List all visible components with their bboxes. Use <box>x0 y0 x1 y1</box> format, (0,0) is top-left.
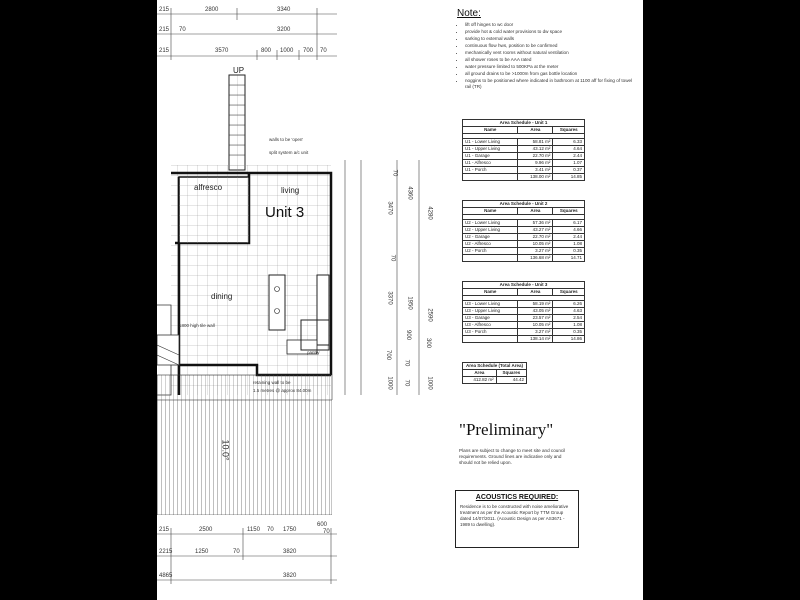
dim-label: 4360 <box>406 186 413 200</box>
cell: 6.26 <box>553 301 585 308</box>
cell: 22.70 m² <box>518 234 553 241</box>
table-row <box>463 241 585 248</box>
cell: 138.00 m² <box>518 174 553 181</box>
dim-label: 1150 <box>247 527 260 533</box>
table-row <box>463 167 585 174</box>
schedule-header: Area <box>463 370 497 377</box>
dim-label: 2590 <box>426 308 433 322</box>
table-row <box>463 248 585 255</box>
dim-label: 215 <box>159 7 170 13</box>
dim-label: 300 <box>425 337 432 349</box>
schedule-header: Squares <box>496 370 526 377</box>
schedule-title: Area Schedule - Unit 1 <box>463 120 585 127</box>
dim-label: 1000 <box>426 376 433 390</box>
note-split-system: split system a/c unit <box>269 150 309 155</box>
schedule-header: Name <box>463 289 518 296</box>
area-schedule-unit-3 <box>462 281 585 343</box>
cell: U1 - Garage <box>463 153 518 160</box>
table-row <box>463 329 585 336</box>
schedule-header: Area <box>518 289 553 296</box>
cell: 43.12 m² <box>518 146 553 153</box>
cell: 6.33 <box>553 139 585 146</box>
dim-label: 215 <box>159 27 170 33</box>
cell: 43.27 m² <box>518 227 553 234</box>
table-row <box>463 234 585 241</box>
table-total-row <box>463 336 585 343</box>
cell: 44.42 <box>496 377 526 384</box>
dim-label: 700 <box>303 48 314 54</box>
dim-label: 3340 <box>277 7 291 13</box>
acoustics-text: Residence is to be constructed with noise ameliorative treatment as per the Acoustic Report by TTM Group dated 14/07/2011. (Acoustic Design as per AS3671 - 1989 to dwelling). <box>460 504 569 527</box>
decking-label: 10.0° <box>220 439 231 461</box>
note-wall: walls to be 'open' <box>269 137 304 142</box>
note-item: • sarking to external walls <box>465 36 637 42</box>
dim-label: 1750 <box>283 527 297 533</box>
room-label-dining: dining <box>211 292 233 301</box>
cell: 412.82 m² <box>463 377 497 384</box>
cell: 2.54 <box>553 315 585 322</box>
cell: U2 - Upper Living <box>463 227 518 234</box>
cell <box>463 255 518 262</box>
dim-label: 700 <box>385 349 392 361</box>
dim-label: 3820 <box>283 549 297 555</box>
table-row <box>463 153 585 160</box>
cell: U2 - Lower Living <box>463 220 518 227</box>
cell <box>463 174 518 181</box>
dim-label: 215 <box>159 527 170 533</box>
note-item: • all shower roses to be AAA rated <box>465 57 637 63</box>
preliminary-text: Plans are subject to change to meet site and council requirements. Ground lines are indicative only and should not be relied upon. <box>459 448 566 465</box>
cell: U2 - Porch <box>463 248 518 255</box>
dim-label: 4865 <box>159 573 173 579</box>
dim-label: 215 <box>159 48 170 54</box>
dim-label: 1950 <box>406 296 413 310</box>
dim-label: 3200 <box>277 27 291 33</box>
cell: 3.27 m² <box>518 329 553 336</box>
table-row <box>463 160 585 167</box>
table-row <box>463 322 585 329</box>
deck-drawing <box>157 400 332 515</box>
notes-title: Note: <box>457 8 481 19</box>
cell: 10.05 m² <box>518 322 553 329</box>
table-row <box>463 377 527 384</box>
preliminary-title: "Preliminary" <box>459 420 554 439</box>
dim-label: 70 <box>389 254 396 262</box>
cell: 9.96 m² <box>518 160 553 167</box>
dim-label: 70 <box>323 529 330 535</box>
area-schedule-total <box>462 362 527 384</box>
notes-block <box>457 8 637 91</box>
cell: U2 - Alfresco <box>463 241 518 248</box>
cell: 3.27 m² <box>518 248 553 255</box>
cell: 6.17 <box>553 220 585 227</box>
schedule-header: Area <box>518 208 553 215</box>
dim-label: 70 <box>267 527 274 533</box>
dim-label: 800 <box>261 48 272 54</box>
table-row <box>463 146 585 153</box>
dim-label: 70 <box>179 27 186 33</box>
table-row <box>463 308 585 315</box>
dim-label: 4280 <box>426 206 433 220</box>
cell: 4.66 <box>553 227 585 234</box>
note-item: • continuous flow hws, position to be confirmed <box>465 43 637 49</box>
dim-label: 70 <box>403 359 410 367</box>
cell: U1 - Alfresco <box>463 160 518 167</box>
cell: 2.44 <box>553 153 585 160</box>
dim-label: 70 <box>233 549 240 555</box>
cell: U3 - Alfresco <box>463 322 518 329</box>
area-schedule-unit-1 <box>462 119 585 181</box>
cell: 0.37 <box>553 167 585 174</box>
cell: U1 - Porch <box>463 167 518 174</box>
cell: 1.08 <box>553 241 585 248</box>
room-label-living: living <box>281 186 300 195</box>
dim-label: 3820 <box>283 573 297 579</box>
cell: U3 - Porch <box>463 329 518 336</box>
cell: 4.63 <box>553 308 585 315</box>
note-retaining-wall: retaining wall to be <box>253 380 291 385</box>
cell: 14.71 <box>553 255 585 262</box>
schedule-header: Name <box>463 208 518 215</box>
note-bench: 1800 high tile wall <box>179 323 215 328</box>
table-row <box>463 139 585 146</box>
cell: 43.05 m² <box>518 308 553 315</box>
note-retaining-wall-2: 1.5 metres @ approx 84.00m <box>253 388 312 393</box>
room-label-pantry: pantry <box>307 350 320 355</box>
cell: 58.19 m² <box>518 301 553 308</box>
schedule-title: Area Schedule - Unit 2 <box>463 201 585 208</box>
dim-label: 1000 <box>280 48 294 54</box>
cell: 10.05 m² <box>518 241 553 248</box>
note-item: • water pressure limited to 500KPa at the meter <box>465 64 637 70</box>
table-row <box>463 301 585 308</box>
cell: 4.64 <box>553 146 585 153</box>
schedule-header: Squares <box>553 208 585 215</box>
cell: 1.08 <box>553 322 585 329</box>
cell: 58.81 m² <box>518 139 553 146</box>
dim-label: 70 <box>320 48 327 54</box>
note-item: • noggins to be positioned where indicated in bathroom at 1100 aff for fixing of towel rail (TR) <box>465 78 637 90</box>
schedule-header: Area <box>518 127 553 134</box>
table-total-row <box>463 174 585 181</box>
acoustics-box <box>455 490 579 548</box>
cell: 1.07 <box>553 160 585 167</box>
cell: 14.85 <box>553 174 585 181</box>
dim-label: 70 <box>403 379 410 387</box>
dim-label: 2500 <box>199 527 213 533</box>
cell: 2.44 <box>553 234 585 241</box>
table-row <box>463 227 585 234</box>
schedule-header: Squares <box>553 127 585 134</box>
cell: U3 - Garage <box>463 315 518 322</box>
table-row <box>463 220 585 227</box>
dim-label: 2215 <box>159 549 173 555</box>
dim-label: 2800 <box>205 7 219 13</box>
cell <box>463 336 518 343</box>
acoustics-title: ACOUSTICS REQUIRED: <box>475 494 559 501</box>
cell: 138.14 m² <box>518 336 553 343</box>
cell: U3 - Upper Living <box>463 308 518 315</box>
dim-label: 1250 <box>195 549 209 555</box>
dim-label: 1000 <box>386 376 393 390</box>
cell: 23.57 m² <box>518 315 553 322</box>
drawing-sheet <box>157 0 643 600</box>
cell: U1 - Lower Living <box>463 139 518 146</box>
schedule-header: Name <box>463 127 518 134</box>
dim-label: 70 <box>391 169 398 177</box>
note-item: • lift off hinges to wc door <box>465 22 637 28</box>
cell: 3.41 m² <box>518 167 553 174</box>
area-schedule-unit-2 <box>462 200 585 262</box>
cell: 57.36 m² <box>518 220 553 227</box>
dim-label: 600 <box>317 522 328 528</box>
cell: 136.68 m² <box>518 255 553 262</box>
cell: U1 - Upper Living <box>463 146 518 153</box>
dim-label: 900 <box>405 329 412 341</box>
dim-label: 3570 <box>215 48 229 54</box>
table-total-row <box>463 255 585 262</box>
notes-list <box>457 22 637 90</box>
cell: U2 - Garage <box>463 234 518 241</box>
cell: 0.35 <box>553 248 585 255</box>
schedule-title: Area Schedule (Total Area) <box>463 363 527 370</box>
dim-label: 3370 <box>386 291 393 305</box>
cell: 0.35 <box>553 329 585 336</box>
note-item: • mechanically vent rooms without natural ventilation <box>465 50 637 56</box>
cell: 14.86 <box>553 336 585 343</box>
note-item: • all ground drains to be >1000m from gas bottle location <box>465 71 637 77</box>
schedule-title: Area Schedule - Unit 3 <box>463 282 585 289</box>
unit-label: Unit 3 <box>265 204 305 221</box>
cell: 22.70 m² <box>518 153 553 160</box>
up-label: UP <box>233 66 245 75</box>
note-item: • provide hot & cold water provisions to dw space <box>465 29 637 35</box>
cell: U3 - Lower Living <box>463 301 518 308</box>
table-row <box>463 315 585 322</box>
room-label-alfresco: alfresco <box>194 183 223 192</box>
schedule-header: Squares <box>553 289 585 296</box>
dim-label: 3470 <box>386 201 393 215</box>
